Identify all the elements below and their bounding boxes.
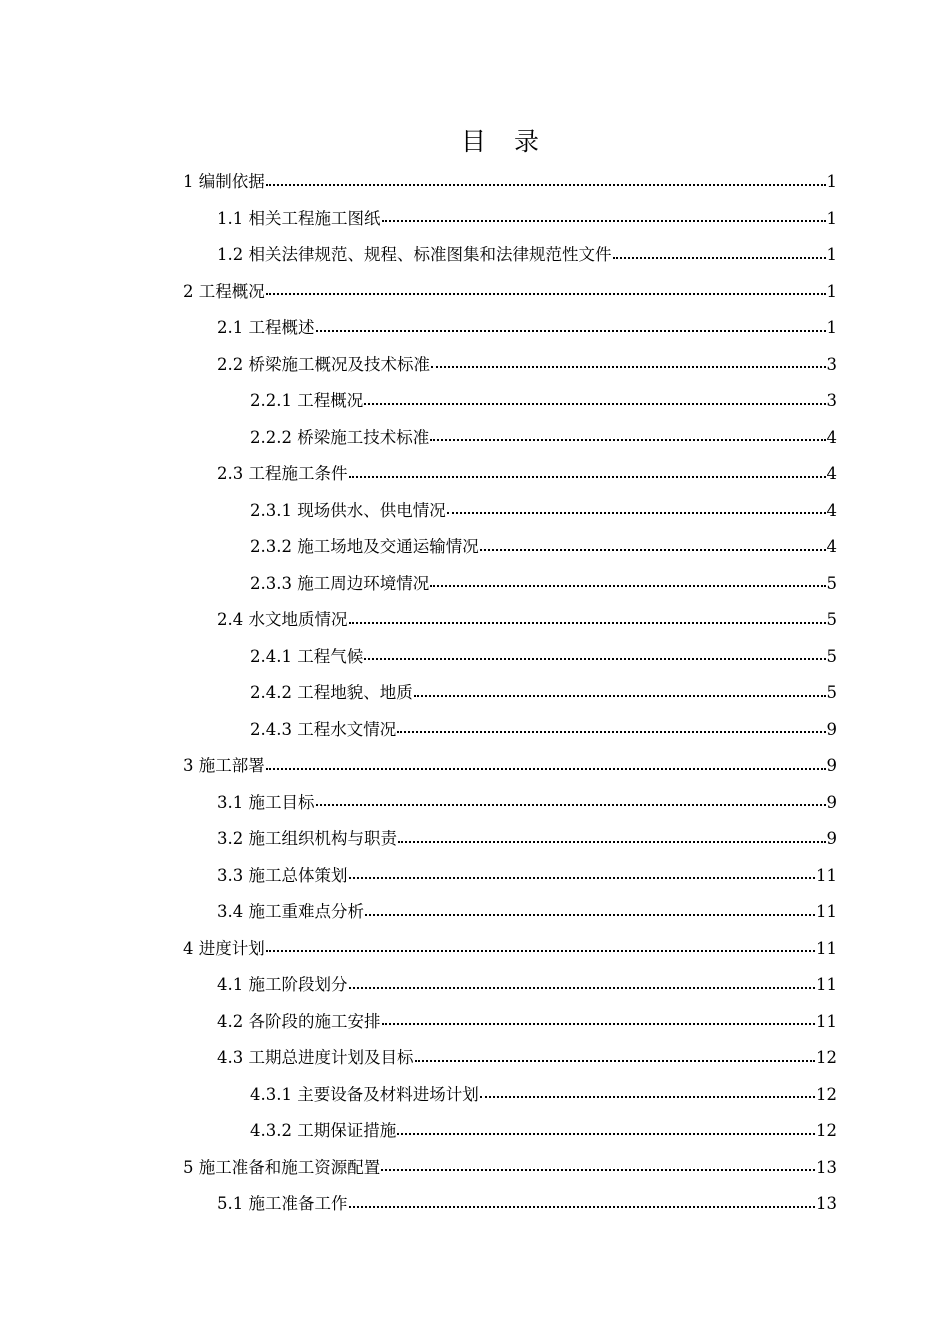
toc-entry[interactable] — [183, 821, 837, 858]
toc-list — [183, 164, 837, 1223]
toc-entry-text: 2.2.2 桥梁施工技术标准 — [250, 427, 430, 447]
toc-page-number: 9 — [826, 756, 837, 775]
toc-page-number: 1 — [826, 208, 837, 228]
toc-page-number: 13 — [816, 1194, 837, 1213]
toc-entry-text: 5.1 施工准备工作 — [217, 1194, 348, 1213]
toc-page-number: 4 — [826, 537, 837, 556]
toc-entry[interactable] — [183, 602, 837, 639]
toc-dot-leader — [447, 512, 826, 514]
toc-page-number: 3 — [826, 354, 837, 374]
toc-entry[interactable] — [183, 1113, 837, 1150]
toc-page-number: 9 — [826, 792, 837, 812]
toc-entry-text: 4 进度计划 — [183, 938, 265, 958]
toc-entry[interactable] — [183, 201, 837, 238]
toc-page-number: 11 — [816, 1011, 837, 1031]
toc-entry-text: 4.3 工期总进度计划及目标 — [217, 1048, 414, 1067]
toc-entry[interactable] — [183, 639, 837, 676]
toc-dot-leader — [381, 1169, 815, 1171]
toc-page-number: 5 — [826, 610, 837, 629]
toc-entry-text: 3 施工部署 — [183, 756, 265, 775]
toc-dot-leader — [266, 184, 826, 186]
toc-entry-text: 4.1 施工阶段划分 — [217, 975, 348, 994]
toc-page-number: 11 — [816, 865, 837, 885]
toc-entry-text: 3.2 施工组织机构与职责 — [217, 829, 397, 848]
toc-page-number: 1 — [826, 281, 837, 301]
toc-page-number: 12 — [816, 1048, 837, 1067]
toc-entry[interactable] — [183, 420, 837, 457]
toc-entry[interactable] — [183, 931, 837, 968]
toc-dot-leader — [398, 841, 826, 843]
toc-dot-leader — [349, 877, 816, 879]
toc-entry-text: 4.2 各阶段的施工安排 — [217, 1011, 381, 1031]
toc-entry[interactable] — [183, 894, 837, 931]
toc-page-number: 11 — [816, 902, 837, 921]
toc-dot-leader — [382, 220, 826, 222]
toc-dot-leader — [430, 439, 825, 441]
toc-entry-text: 2.4.3 工程水文情况 — [250, 719, 397, 739]
toc-entry-text: 4.3.2 工期保证措施 — [250, 1121, 397, 1140]
toc-dot-leader — [613, 257, 826, 259]
toc-entry[interactable] — [183, 383, 837, 420]
toc-entry-text: 1.2 相关法律规范、规程、标准图集和法律规范性文件 — [217, 245, 612, 264]
toc-dot-leader — [415, 1060, 816, 1062]
toc-page-number: 11 — [816, 975, 837, 994]
toc-dot-leader — [430, 585, 825, 587]
toc-page-number: 4 — [826, 500, 837, 520]
toc-entry-text: 1 编制依据 — [183, 172, 265, 191]
toc-page-number: 5 — [826, 646, 837, 666]
toc-page-number: 1 — [826, 245, 837, 264]
toc-entry-text: 2.4.2 工程地貌、地质 — [250, 683, 413, 702]
toc-entry[interactable] — [183, 456, 837, 493]
toc-entry-text: 2.3 工程施工条件 — [217, 464, 348, 483]
toc-dot-leader — [349, 476, 826, 478]
toc-entry[interactable] — [183, 1004, 837, 1041]
toc-page-number: 5 — [826, 573, 837, 593]
toc-entry[interactable] — [183, 1077, 837, 1114]
toc-entry[interactable] — [183, 566, 837, 603]
toc-dot-leader — [316, 330, 826, 332]
toc-entry-text: 3.3 施工总体策划 — [217, 865, 348, 885]
toc-entry[interactable] — [183, 785, 837, 822]
toc-entry[interactable] — [183, 164, 837, 201]
toc-dot-leader — [349, 1206, 816, 1208]
toc-entry[interactable] — [183, 310, 837, 347]
toc-entry[interactable] — [183, 237, 837, 274]
toc-entry-text: 4.3.1 主要设备及材料进场计划 — [250, 1084, 479, 1104]
toc-dot-leader — [382, 1023, 816, 1025]
toc-entry[interactable] — [183, 1150, 837, 1187]
toc-entry[interactable] — [183, 675, 837, 712]
toc-entry-text: 2.2.1 工程概况 — [250, 391, 364, 410]
toc-entry-text: 2.3.1 现场供水、供电情况 — [250, 500, 446, 520]
toc-page-number: 12 — [816, 1084, 837, 1104]
toc-page-number: 5 — [826, 683, 837, 702]
toc-dot-leader — [397, 731, 825, 733]
toc-dot-leader — [349, 987, 816, 989]
toc-page-number: 3 — [826, 391, 837, 410]
toc-entry[interactable] — [183, 858, 837, 895]
toc-entry-text: 2.3.3 施工周边环境情况 — [250, 573, 430, 593]
toc-dot-leader — [414, 695, 826, 697]
toc-entry-text: 2.1 工程概述 — [217, 318, 315, 337]
toc-page-number: 9 — [826, 719, 837, 739]
toc-entry-text: 2.4.1 工程气候 — [250, 646, 364, 666]
toc-entry-text: 3.4 施工重难点分析 — [217, 902, 364, 921]
toc-page-number: 4 — [826, 427, 837, 447]
toc-dot-leader — [480, 1096, 815, 1098]
toc-dot-leader — [266, 950, 815, 952]
toc-entry-text: 5 施工准备和施工资源配置 — [183, 1157, 381, 1177]
toc-entry[interactable] — [183, 347, 837, 384]
toc-page-number: 11 — [816, 938, 837, 958]
toc-entry[interactable] — [183, 1186, 837, 1223]
toc-page-number: 13 — [816, 1157, 837, 1177]
toc-entry[interactable] — [183, 529, 837, 566]
toc-dot-leader — [349, 622, 826, 624]
toc-entry-text: 2 工程概况 — [183, 281, 265, 301]
toc-entry[interactable] — [183, 748, 837, 785]
toc-dot-leader — [431, 366, 826, 368]
toc-entry[interactable] — [183, 712, 837, 749]
toc-page-number: 9 — [826, 829, 837, 848]
toc-page-number: 12 — [816, 1121, 837, 1140]
toc-page-number: 1 — [826, 172, 837, 191]
toc-dot-leader — [266, 293, 826, 295]
toc-entry-text: 2.4 水文地质情况 — [217, 610, 348, 629]
toc-dot-leader — [364, 658, 825, 660]
toc-dot-leader — [266, 768, 826, 770]
toc-page-number: 1 — [826, 318, 837, 337]
toc-dot-leader — [316, 804, 826, 806]
toc-dot-leader — [365, 914, 815, 916]
toc-dot-leader — [480, 549, 826, 551]
toc-entry-text: 2.3.2 施工场地及交通运输情况 — [250, 537, 479, 556]
toc-entry-text: 3.1 施工目标 — [217, 792, 315, 812]
toc-entry-text: 1.1 相关工程施工图纸 — [217, 208, 381, 228]
toc-entry[interactable] — [183, 493, 837, 530]
toc-dot-leader — [397, 1133, 815, 1135]
toc-title: 目 录 — [461, 127, 549, 156]
toc-entry[interactable] — [183, 967, 837, 1004]
toc-dot-leader — [364, 403, 825, 405]
toc-entry-text: 2.2 桥梁施工概况及技术标准 — [217, 354, 430, 374]
toc-page-number: 4 — [826, 464, 837, 483]
toc-entry[interactable] — [183, 274, 837, 311]
toc-entry[interactable] — [183, 1040, 837, 1077]
